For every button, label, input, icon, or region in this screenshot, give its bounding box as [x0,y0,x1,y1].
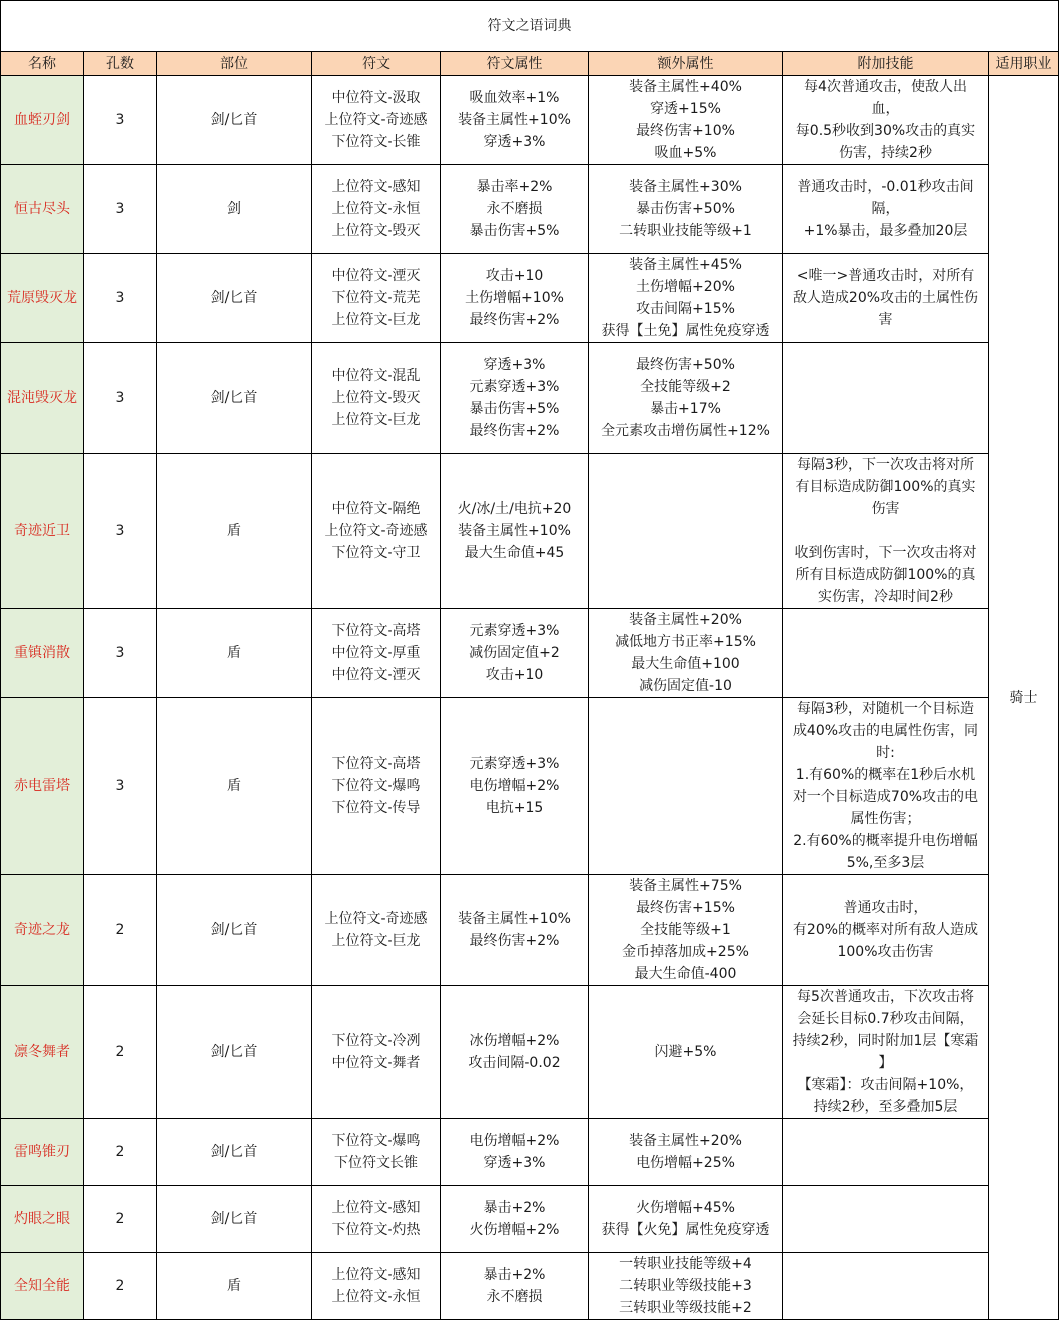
rune-attributes-line: 电伤增幅+2% [469,1133,560,1149]
rune-list [312,875,441,986]
rune-list-line: 上位符文-感知 [331,1200,421,1216]
rune-attrs-header: 符文属性 [441,52,589,76]
extra-skill-line: 属性伤害； [850,811,921,827]
rune-list [312,165,441,254]
rune-attributes-line: 暴击+2% [483,1267,546,1283]
rune-attributes [441,1186,589,1253]
extra-skill-line: 实伤害，冷却时间2秒 [818,589,953,605]
rune-list-line: 上位符文-毁灭 [331,223,421,239]
hole-count: 3 [84,76,157,165]
extra-skill-line: 持续2秒，至多叠加5层 [813,1099,958,1115]
runeword-name: 凛冬舞者 [1,986,84,1119]
equipment-part: 剑/匕首 [157,254,312,343]
rune-list [312,76,441,165]
table-row [1,76,1059,165]
runeword-name: 混沌毁灭龙 [1,343,84,454]
rune-list-line: 下位符文-高塔 [331,756,421,772]
equipment-part: 剑/匕首 [157,986,312,1119]
table-row [1,165,1059,254]
hole-count: 3 [84,343,157,454]
rune-list-line: 上位符文-感知 [331,179,421,195]
rune-list [312,1119,441,1186]
extra-attributes-line: 攻击间隔+15% [636,301,735,317]
rune-attributes [441,1253,589,1320]
extra-skill-line: <唯一>普通攻击时，对所有 [796,268,975,284]
extra-attributes-line: 一转职业技能等级+4 [619,1256,752,1272]
rune-list [312,609,441,698]
table-row [1,986,1059,1119]
table-row [1,609,1059,698]
extra-attributes [589,454,783,609]
hole-count: 3 [84,698,157,875]
extra-skill-line: 100%攻击伤害 [837,944,934,960]
rune-attributes [441,165,589,254]
rune-list [312,698,441,875]
rune-attributes-line: 最终伤害+2% [469,312,560,328]
rune-attributes-line: 永不磨损 [486,201,543,217]
rune-list-line: 上位符文-永恒 [331,201,421,217]
rune-list [312,986,441,1119]
extra-attributes-line: 装备主属性+75% [629,878,742,894]
extra-skill-line: 每0.5秒收到30%攻击的真实 [795,123,976,139]
extra-attributes-line: 装备主属性+45% [629,257,742,273]
rune-list-line: 上位符文-奇迹感 [324,523,428,539]
extra-skill-line: 2.有60%的概率提升电伤增幅 [793,833,978,849]
extra-skill-line: 隔， [871,201,900,217]
runeword-name: 血蛭刃剑 [1,76,84,165]
extra-skill-line: 伤害，持续2秒 [839,145,932,161]
extra-attributes-line: 闪避+5% [654,1044,717,1060]
rune-attributes [441,986,589,1119]
name-header: 名称 [1,52,84,76]
profession-header: 适用职业 [989,52,1059,76]
hole-count: 2 [84,1119,157,1186]
rune-list-line: 下位符文-灼热 [331,1222,421,1238]
rune-list-line: 下位符文-冷冽 [331,1033,421,1049]
hole-count: 2 [84,1253,157,1320]
rune-attributes-line: 暴击率+2% [476,179,553,195]
extra-skill-line: 【寒霜】：攻击间隔+10%， [797,1077,974,1093]
runeword-name: 奇迹之龙 [1,875,84,986]
equipment-part: 剑 [157,165,312,254]
extra-skill [783,343,989,454]
rune-attributes-line: 攻击+10 [485,667,544,683]
rune-list [312,1186,441,1253]
rune-list-line: 下位符文-爆鸣 [331,1133,421,1149]
rune-attributes [441,609,589,698]
extra-skill [783,1186,989,1253]
extra-attributes-line: 吸血+5% [654,145,717,161]
rune-attributes-line: 电伤增幅+2% [469,778,560,794]
extra-skill [783,165,989,254]
hole-count: 2 [84,875,157,986]
extra-attributes-line: 装备主属性+40% [629,79,742,95]
rune-list-line: 上位符文-巨龙 [331,412,421,428]
rune-list-line: 中位符文-隔绝 [331,501,421,517]
extra-attributes-line: 最大生命值+100 [631,656,740,672]
extra-skill-line: 伤害 [871,501,900,517]
extra-attributes-line: 减伤固定值-10 [639,678,732,694]
table-row [1,875,1059,986]
rune-attributes-line: 穿透+3% [483,357,546,373]
rune-attributes-line: 穿透+3% [483,1155,546,1171]
rune-attributes-line: 吸血效率+1% [469,90,560,106]
extra-attributes [589,1119,783,1186]
rune-list-line: 下位符文-荒芜 [331,290,421,306]
rune-attributes-line: 最终伤害+2% [469,423,560,439]
runes-header: 符文 [312,52,441,76]
extra-attributes [589,986,783,1119]
rune-list-line: 下位符文-高塔 [331,623,421,639]
extra-skill-line: +1%暴击，最多叠加20层 [803,223,968,239]
rune-attributes-line: 装备主属性+10% [458,112,571,128]
rune-list-line: 上位符文-巨龙 [331,933,421,949]
extra-skill-line: 1.有60%的概率在1秒后水机 [795,767,976,783]
hole-count: 3 [84,609,157,698]
equipment-part: 盾 [157,609,312,698]
rune-attributes-line: 暴击伤害+5% [469,401,560,417]
rune-attributes-line: 攻击间隔-0.02 [468,1055,561,1071]
extra-attributes-line: 最终伤害+15% [636,900,735,916]
rune-list-line: 下位符文-爆鸣 [331,778,421,794]
rune-attributes-line: 元素穿透+3% [469,756,560,772]
extra-attributes-line: 减低地方书正率+15% [615,634,756,650]
rune-attributes-line: 减伤固定值+2 [469,645,560,661]
table-row [1,1186,1059,1253]
extra-attributes-line: 火伤增幅+45% [636,1200,735,1216]
rune-list-line: 上位符文-毁灭 [331,390,421,406]
extra-skill-line: 每隔3秒，对随机一个目标造 [797,701,974,717]
extra-skill-line: 会延长目标0.7秒攻击间隔， [797,1011,974,1027]
part-header: 部位 [157,52,312,76]
extra-attributes [589,1253,783,1320]
extra-skill-line: 对一个目标造成70%攻击的电 [792,789,979,805]
rune-attributes-line: 元素穿透+3% [469,379,560,395]
extra-skill-line: 持续2秒，同时附加1层【寒霜 [792,1033,979,1049]
extra-attributes-line: 获得【火免】属性免疫穿透 [601,1222,770,1238]
rune-list [312,343,441,454]
runeword-name: 全知全能 [1,1253,84,1320]
runeword-name: 灼眼之眼 [1,1186,84,1253]
extra-skill [783,254,989,343]
rune-list-line: 上位符文-感知 [331,1267,421,1283]
extra-attributes-line: 全技能等级+1 [640,922,731,938]
extra-skill-line: 血， [871,101,900,117]
extra-attributes-line: 装备主属性+20% [629,1133,742,1149]
extra-attributes-line: 装备主属性+20% [629,612,742,628]
rune-list-line: 上位符文-永恒 [331,1289,421,1305]
rune-attributes [441,76,589,165]
profession-cell: 骑士 [989,76,1059,1320]
rune-list-line: 中位符文-汲取 [331,90,421,106]
extra-skill-line: 收到伤害时，下一次攻击将对 [794,545,977,561]
extra-attributes-line: 三转职业等级技能+2 [619,1300,752,1316]
extra-attributes [589,76,783,165]
table-row [1,343,1059,454]
extra-attributes-line: 全元素攻击增伤属性+12% [601,423,770,439]
hole-count: 3 [84,165,157,254]
extra-skill-line: 害 [878,312,893,328]
extra-attributes-line: 获得【土免】属性免疫穿透 [601,323,770,339]
rune-list-line: 中位符文-湮灭 [331,667,421,683]
runeword-name: 重镇消散 [1,609,84,698]
rune-attributes [441,875,589,986]
extra-skill-line: 每隔3秒，下一次攻击将对所 [797,457,974,473]
rune-list [312,1253,441,1320]
rune-attributes-line: 火/冰/土/电抗+20 [457,501,572,517]
runeword-name: 荒原毁灭龙 [1,254,84,343]
extra-attributes [589,875,783,986]
extra-skill [783,76,989,165]
extra-skill-line: 5%,至多3层 [846,855,925,871]
extra-skill-line: 有目标造成防御100%的真实 [795,479,976,495]
rune-list-line: 中位符文-舞者 [331,1055,421,1071]
rune-attributes [441,1119,589,1186]
table-row [1,698,1059,875]
extra-attributes-line: 暴击伤害+50% [636,201,735,217]
rune-attributes-line: 最终伤害+2% [469,933,560,949]
extra-skill-line: 成40%攻击的电属性伤害，同 [792,723,979,739]
rune-attributes-line: 装备主属性+10% [458,523,571,539]
runeword-name: 雷鸣锥刃 [1,1119,84,1186]
extra-attributes-line: 电伤增幅+25% [636,1155,735,1171]
equipment-part: 盾 [157,454,312,609]
extra-attributes [589,1186,783,1253]
extra-attributes-line: 装备主属性+30% [629,179,742,195]
rune-attributes-line: 土伤增幅+10% [465,290,564,306]
extra-skill [783,609,989,698]
rune-attributes-line: 穿透+3% [483,134,546,150]
hole-count: 2 [84,986,157,1119]
rune-list-line: 下位符文-长锥 [331,134,421,150]
extra-attributes-line: 最终伤害+50% [636,357,735,373]
rune-list-line: 下位符文-传导 [331,800,421,816]
extra-attrs-header: 额外属性 [589,52,783,76]
hole-count: 3 [84,254,157,343]
table-row [1,1253,1059,1320]
hole-count: 2 [84,1186,157,1253]
hole-count: 3 [84,454,157,609]
equipment-part: 盾 [157,1253,312,1320]
table-row [1,1119,1059,1186]
rune-attributes-line: 最大生命值+45 [464,545,565,561]
extra-skill [783,986,989,1119]
rune-list-line: 中位符文-混乱 [331,368,421,384]
equipment-part: 剑/匕首 [157,1119,312,1186]
extra-attributes [589,343,783,454]
rune-attributes [441,454,589,609]
rune-list-line: 下位符文-守卫 [331,545,421,561]
holes-header: 孔数 [84,52,157,76]
extra-skill-line [785,520,986,542]
extra-skill-line: 每4次普通攻击，使敌人出 [804,79,967,95]
rune-attributes-line: 暴击+2% [483,1200,546,1216]
extra-skill-line: 普通攻击时，-0.01秒攻击间 [797,179,974,195]
extra-attributes-line: 全技能等级+2 [640,379,731,395]
extra-skill [783,875,989,986]
rune-attributes-line: 火伤增幅+2% [469,1222,560,1238]
rune-list-line: 上位符文-奇迹感 [324,112,428,128]
extra-attributes-line: 二转职业技能等级+1 [619,223,752,239]
extra-attributes-line: 最终伤害+10% [636,123,735,139]
rune-list-line: 上位符文-奇迹感 [324,911,428,927]
extra-skill-line: 普通攻击时， [843,900,928,916]
rune-attributes [441,254,589,343]
rune-attributes-line: 攻击+10 [485,268,544,284]
extra-skill-line: 时: [876,745,895,761]
rune-list [312,454,441,609]
rune-list-line: 中位符文-湮灭 [331,268,421,284]
extra-skill-line: 有20%的概率对所有敌人造成 [792,922,979,938]
extra-attributes [589,698,783,875]
extra-skill [783,1119,989,1186]
extra-attributes [589,254,783,343]
extra-skill [783,1253,989,1320]
runeword-name: 赤电雷塔 [1,698,84,875]
rune-attributes [441,343,589,454]
rune-attributes-line: 永不磨损 [486,1289,543,1305]
rune-attributes-line: 冰伤增幅+2% [469,1033,560,1049]
extra-skill-line: 敌人造成20%攻击的土属性伤 [792,290,979,306]
extra-attributes-line: 最大生命值-400 [634,966,737,982]
equipment-part: 剑/匕首 [157,875,312,986]
extra-attributes-line: 二转职业等级技能+3 [619,1278,752,1294]
extra-skill-line: 所有目标造成防御100%的真 [795,567,976,583]
extra-skill-line: 每5次普通攻击，下次攻击将 [797,989,974,1005]
extra-attributes [589,609,783,698]
rune-list-line: 下位符文长锥 [334,1155,418,1171]
runeword-name: 恒古尽头 [1,165,84,254]
rune-attributes-line: 电抗+15 [485,800,544,816]
equipment-part: 盾 [157,698,312,875]
rune-attributes-line: 装备主属性+10% [458,911,571,927]
table-row [1,454,1059,609]
rune-list-line: 上位符文-巨龙 [331,312,421,328]
extra-skill [783,454,989,609]
extra-attributes-line: 金币掉落加成+25% [622,944,749,960]
runeword-name: 奇迹近卫 [1,454,84,609]
skill-header: 附加技能 [783,52,989,76]
table-row [1,254,1059,343]
extra-attributes-line: 暴击+17% [650,401,721,417]
extra-skill [783,698,989,875]
extra-attributes-line: 土伤增幅+20% [636,279,735,295]
extra-attributes [589,165,783,254]
equipment-part: 剑/匕首 [157,76,312,165]
rune-attributes-line: 暴击伤害+5% [469,223,560,239]
rune-list-line: 中位符文-厚重 [331,645,421,661]
table-title: 符文之语词典 [1,1,1059,52]
extra-skill-line: 】 [878,1055,893,1071]
rune-attributes-line: 元素穿透+3% [469,623,560,639]
rune-attributes [441,698,589,875]
equipment-part: 剑/匕首 [157,1186,312,1253]
rune-list [312,254,441,343]
equipment-part: 剑/匕首 [157,343,312,454]
extra-attributes-line: 穿透+15% [650,101,721,117]
